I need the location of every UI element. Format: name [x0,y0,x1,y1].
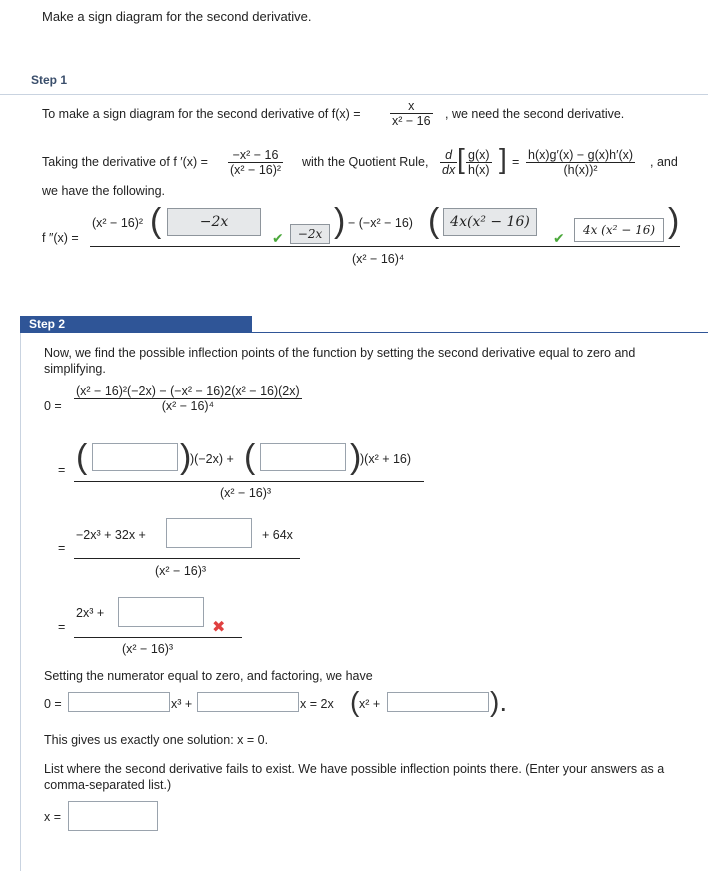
minus-term: − (−x² − 16) [348,216,413,230]
eq-sign-4: = [58,620,66,634]
paren-close-1: ) [334,202,346,240]
problem-title: Make a sign diagram for the second derivative. [42,9,312,24]
line3-denominator: (x² − 16)³ [155,564,207,578]
fprime-numerator: −x² − 16 [228,148,283,163]
factor-input-3[interactable] [387,692,489,712]
f-numerator: x [390,99,433,114]
answer-box-2[interactable]: −2x [290,224,330,244]
line3-fraction-bar [74,558,300,559]
x-label: x = [44,810,62,824]
line4-pre: 2x³ + [76,606,105,620]
line4-fraction-bar [74,637,242,638]
line2-mid1: )(−2x) + [190,452,234,466]
answer-box-3[interactable]: 4x(x² − 16) [443,208,537,236]
factor-input-2[interactable] [197,692,299,712]
and-text: , and [650,155,678,169]
eq0-denominator: (x² − 16)⁴ [161,399,214,413]
input-box-4[interactable] [118,597,204,627]
qr-numerator: h(x)g′(x) − g(x)h′(x) [528,148,634,162]
factor-paren-open: ( [350,686,360,717]
fpp-fraction-bar [90,246,680,247]
factor-input-1[interactable] [68,692,170,712]
factor-x3: x³ + [171,697,193,711]
eq0-lhs: 0 = [44,399,62,413]
bracket-right: ] [499,143,507,174]
step2-divider [252,332,708,333]
step1-label: Step 1 [31,73,68,87]
following-text: we have the following. [42,184,165,198]
paren-close-4: ) [350,438,362,476]
step2-intro: Now, we find the possible inflection points of the function by setting the second derivative equal to zero and simplifying. [44,346,636,376]
taking-derivative-text: Taking the derivative of f ′(x) = [42,155,208,169]
eq0-numerator: (x² − 16)²(−2x) − (−x² − 16)2(x² − 16)(2x) [76,384,300,398]
factor-lhs: 0 = [44,697,62,711]
line3-pre: −2x³ + 32x + [76,528,146,542]
dx-bottom: dx [442,163,456,177]
list-prompt: List where the second derivative fails to exist. We have possible inflection points there. (Enter your answers as a comma-separated list.) [44,762,665,792]
paren-close-2: ) [668,202,680,240]
step2-left-rule [20,333,21,871]
check-icon-1: ✔ [272,230,284,246]
factor-mid: x = 2x [300,697,334,711]
line3-post: + 64x [262,528,293,542]
fprime-denominator: (x² − 16)² [230,163,282,177]
h-bottom: h(x) [468,163,490,177]
fprime-fraction [228,148,283,177]
factor-plus: x² + [359,697,381,711]
line2-fraction-bar [74,481,424,482]
x-icon: ✖ [212,619,226,636]
paren-open-4: ( [244,438,256,476]
step1-intro-suffix: , we need the second derivative. [445,107,625,121]
paren-open-3: ( [76,438,88,476]
quotient-rule-fraction [526,148,635,177]
input-box-3[interactable] [166,518,252,548]
input-box-1[interactable] [92,443,178,471]
paren-open-1: ( [150,202,162,240]
eq-sign-2: = [58,463,66,477]
eq-sign-3: = [58,541,66,555]
step1-intro: To make a sign diagram for the second derivative of f(x) = [42,107,361,121]
bracket-left: [ [457,143,465,174]
paren-close-3: ) [180,438,192,476]
g-top: g(x) [468,148,490,162]
equals-sign: = [512,155,520,169]
solution-text: This gives us exactly one solution: x = 0. [44,733,269,747]
fpp-label: f ″(x) = [42,231,79,245]
qr-denominator: (h(x))² [563,163,598,177]
line4-denominator: (x² − 16)³ [122,642,174,656]
setting-text: Setting the numerator equal to zero, and factoring, we have [44,669,373,683]
d-top: d [440,148,457,163]
factor-paren-close: ). [490,686,508,717]
check-icon-2: ✔ [553,230,565,246]
line2-denominator: (x² − 16)³ [220,486,272,500]
g-over-h [466,148,492,177]
line2-mid2: )(x² + 16) [360,452,412,466]
f-denominator: x² − 16 [392,114,431,128]
d-dx [440,148,457,177]
paren-open-2: ( [428,202,440,240]
quotient-rule-text: with the Quotient Rule, [302,155,429,169]
f-fraction [390,99,433,128]
answer-input-x[interactable] [68,801,158,831]
eq0-fraction [74,384,302,413]
answer-box-4[interactable]: 4x (x² − 16) [574,218,664,242]
step2-label: Step 2 [20,316,252,333]
input-box-2[interactable] [260,443,346,471]
fpp-term1: (x² − 16)² [92,216,144,230]
fpp-denominator: (x² − 16)⁴ [352,252,405,266]
answer-box-1[interactable]: −2x [167,208,261,236]
step1-divider [0,94,708,95]
